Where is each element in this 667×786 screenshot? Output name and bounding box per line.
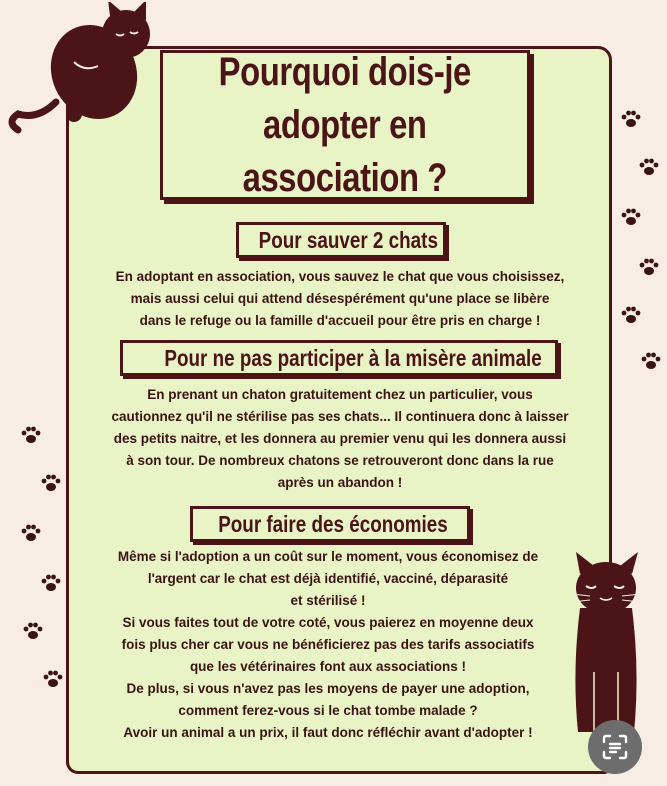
- text-line: fois plus cher car vous ne bénéficierez pas des tarifs associatifs: [121, 637, 535, 652]
- section-text-2: [70, 384, 610, 494]
- text-line: des petits naitre, et les donnera au premier venu qui les donnera aussi: [113, 431, 567, 446]
- text-line: l'argent car le chat est déjà identifié, vacciné, déparasité: [147, 571, 509, 586]
- paw-print-icon: [620, 206, 642, 228]
- section-heading-2: Pour ne pas participer à la misère animale: [120, 340, 558, 376]
- text-line: dans le refuge ou la famille d'accueil pour être pris en charge !: [139, 313, 541, 328]
- paw-print-icon: [638, 256, 660, 278]
- text-line: que les vétérinaires font aux associations !: [189, 659, 467, 674]
- paw-print-icon: [40, 572, 62, 594]
- sitting-cat-icon: [566, 552, 646, 738]
- paw-print-icon: [620, 304, 642, 326]
- paw-print-icon: [638, 156, 660, 178]
- sleeping-cat-icon: [4, 2, 164, 142]
- page-title: [219, 46, 471, 205]
- scan-text-icon: [601, 733, 629, 761]
- paw-print-icon: [640, 350, 662, 372]
- text-line: En adoptant en association, vous sauvez le chat que vous choisissez,: [115, 269, 565, 284]
- text-line: mais aussi celui qui attend désespérément qu'une place se libère: [130, 291, 550, 306]
- text-line: comment ferez-vous si le chat tombe malade ?: [178, 703, 478, 718]
- title-line-2: adopter en: [263, 102, 427, 147]
- section-heading-3: Pour faire des économies: [190, 506, 470, 542]
- paw-print-icon: [40, 472, 62, 494]
- section-heading-1: Pour sauver 2 chats: [236, 222, 446, 258]
- text-line: Même si l'adoption a un coût sur le moment, vous économisez de: [117, 549, 539, 564]
- paw-print-icon: [620, 108, 642, 130]
- section-text-3: [78, 546, 578, 744]
- text-line: et stérilisé !: [290, 593, 366, 608]
- title-box: [160, 50, 530, 200]
- text-line: Si vous faites tout de votre coté, vous paierez en moyenne deux: [122, 615, 534, 630]
- text-line: cautionnez qu'il ne stérilise pas ses chats... Il continuera donc à laisser: [111, 409, 569, 424]
- text-line: à son tour. De nombreux chatons se retrouveront donc dans la rue: [126, 453, 554, 468]
- text-line: De plus, si vous n'avez pas les moyens de payer une adoption,: [126, 681, 530, 696]
- scan-text-button[interactable]: [588, 720, 642, 774]
- title-line-1: Pourquoi dois-je: [218, 49, 472, 94]
- paw-print-icon: [22, 620, 44, 642]
- text-line: En prenant un chaton gratuitement chez un particulier, vous: [147, 387, 533, 402]
- paw-print-icon: [42, 668, 64, 690]
- text-line: après un abandon !: [277, 475, 403, 490]
- paw-print-icon: [20, 522, 42, 544]
- section-text-1: [70, 266, 610, 332]
- text-line: Avoir un animal a un prix, il faut donc réfléchir avant d'adopter !: [123, 725, 533, 740]
- paw-print-icon: [20, 424, 42, 446]
- title-line-3: association ?: [242, 155, 448, 200]
